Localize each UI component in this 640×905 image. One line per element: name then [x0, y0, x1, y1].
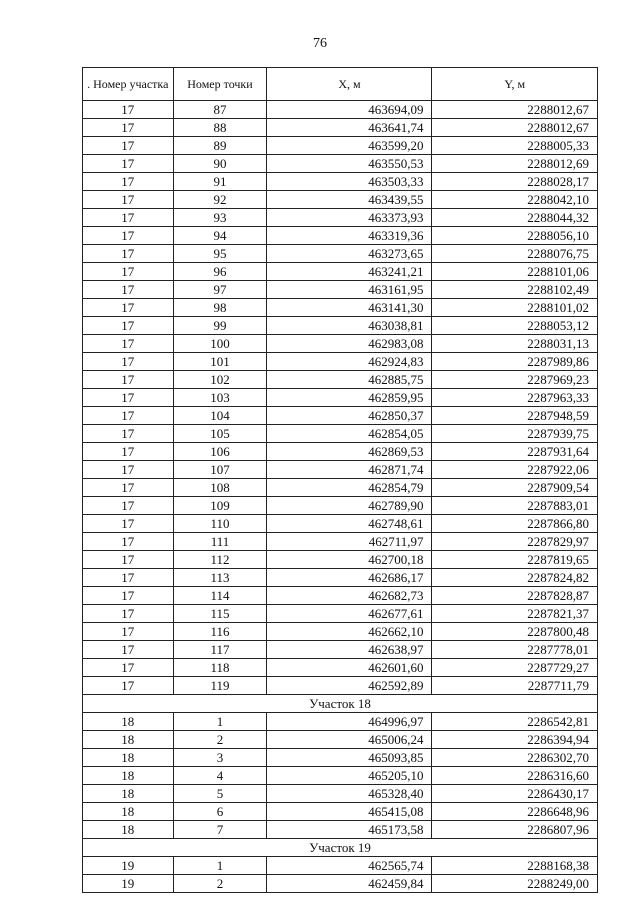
point-number-cell: 102	[173, 371, 267, 389]
point-number-cell: 4	[173, 767, 267, 785]
plot-number-cell: 17	[83, 659, 174, 677]
plot-number-cell: 17	[83, 173, 174, 191]
plot-number-cell: 18	[83, 785, 174, 803]
y-coordinate-cell: 2288101,06	[432, 263, 598, 281]
y-coordinate-cell: 2288012,67	[432, 119, 598, 137]
y-coordinate-cell: 2287931,64	[432, 443, 598, 461]
plot-number-cell: 18	[83, 749, 174, 767]
section-header-row	[83, 839, 598, 857]
y-coordinate-cell: 2287883,01	[432, 497, 598, 515]
plot-number-cell: 17	[83, 155, 174, 173]
x-coordinate-cell: 462748,61	[267, 515, 432, 533]
table-row	[83, 551, 598, 569]
table-row	[83, 119, 598, 137]
table-row	[83, 641, 598, 659]
x-coordinate-cell: 465173,58	[267, 821, 432, 839]
table-row	[83, 425, 598, 443]
y-coordinate-cell: 2287729,27	[432, 659, 598, 677]
table-row	[83, 713, 598, 731]
plot-number-cell: 17	[83, 551, 174, 569]
point-number-cell: 116	[173, 623, 267, 641]
point-number-cell: 109	[173, 497, 267, 515]
x-coordinate-cell: 462565,74	[267, 857, 432, 875]
table-row	[83, 407, 598, 425]
plot-number-cell: 17	[83, 497, 174, 515]
table-row	[83, 731, 598, 749]
x-coordinate-cell: 462601,60	[267, 659, 432, 677]
x-coordinate-cell: 462871,74	[267, 461, 432, 479]
table-row	[83, 515, 598, 533]
plot-number-cell: 17	[83, 605, 174, 623]
y-coordinate-cell: 2287829,97	[432, 533, 598, 551]
x-coordinate-cell: 463373,93	[267, 209, 432, 227]
table-row	[83, 605, 598, 623]
y-coordinate-cell: 2287922,06	[432, 461, 598, 479]
y-coordinate-cell: 2288076,75	[432, 245, 598, 263]
x-coordinate-cell: 463550,53	[267, 155, 432, 173]
table-row	[83, 173, 598, 191]
point-number-cell: 115	[173, 605, 267, 623]
section-header-row	[83, 695, 598, 713]
header-point-number: Номер точки	[173, 68, 267, 101]
plot-number-cell: 18	[83, 821, 174, 839]
point-number-cell: 95	[173, 245, 267, 263]
y-coordinate-cell: 2286394,94	[432, 731, 598, 749]
plot-number-cell: 17	[83, 515, 174, 533]
x-coordinate-cell: 462677,61	[267, 605, 432, 623]
x-coordinate-cell: 462885,75	[267, 371, 432, 389]
y-coordinate-cell: 2288053,12	[432, 317, 598, 335]
plot-number-cell: 17	[83, 137, 174, 155]
plot-number-cell: 17	[83, 317, 174, 335]
y-coordinate-cell: 2287939,75	[432, 425, 598, 443]
point-number-cell: 104	[173, 407, 267, 425]
table-row	[83, 749, 598, 767]
x-coordinate-cell: 463273,65	[267, 245, 432, 263]
table-header-row	[83, 68, 598, 101]
point-number-cell: 98	[173, 299, 267, 317]
plot-number-cell: 17	[83, 263, 174, 281]
point-number-cell: 101	[173, 353, 267, 371]
y-coordinate-cell: 2287866,80	[432, 515, 598, 533]
table-row	[83, 821, 598, 839]
y-coordinate-cell: 2287821,37	[432, 605, 598, 623]
table-row	[83, 245, 598, 263]
table-row	[83, 857, 598, 875]
y-coordinate-cell: 2287963,33	[432, 389, 598, 407]
point-number-cell: 99	[173, 317, 267, 335]
plot-number-cell: 17	[83, 587, 174, 605]
x-coordinate-cell: 463038,81	[267, 317, 432, 335]
x-coordinate-cell: 463641,74	[267, 119, 432, 137]
point-number-cell: 1	[173, 857, 267, 875]
y-coordinate-cell: 2288012,67	[432, 101, 598, 119]
point-number-cell: 2	[173, 875, 267, 893]
point-number-cell: 97	[173, 281, 267, 299]
point-number-cell: 108	[173, 479, 267, 497]
table-row	[83, 587, 598, 605]
y-coordinate-cell: 2288249,00	[432, 875, 598, 893]
point-number-cell: 2	[173, 731, 267, 749]
point-number-cell: 94	[173, 227, 267, 245]
point-number-cell: 89	[173, 137, 267, 155]
plot-number-cell: 17	[83, 245, 174, 263]
x-coordinate-cell: 463319,36	[267, 227, 432, 245]
x-coordinate-cell: 462859,95	[267, 389, 432, 407]
plot-number-cell: 17	[83, 119, 174, 137]
plot-number-cell: 17	[83, 353, 174, 371]
plot-number-cell: 17	[83, 191, 174, 209]
x-coordinate-cell: 465415,08	[267, 803, 432, 821]
section-title: Участок 19	[83, 839, 598, 857]
x-coordinate-cell: 463503,33	[267, 173, 432, 191]
table-row	[83, 623, 598, 641]
point-number-cell: 5	[173, 785, 267, 803]
x-coordinate-cell: 465328,40	[267, 785, 432, 803]
plot-number-cell: 17	[83, 335, 174, 353]
table-row	[83, 533, 598, 551]
y-coordinate-cell: 2287711,79	[432, 677, 598, 695]
y-coordinate-cell: 2287969,23	[432, 371, 598, 389]
x-coordinate-cell: 462638,97	[267, 641, 432, 659]
x-coordinate-cell: 462686,17	[267, 569, 432, 587]
table-row	[83, 191, 598, 209]
plot-number-cell: 17	[83, 677, 174, 695]
point-number-cell: 3	[173, 749, 267, 767]
point-number-cell: 91	[173, 173, 267, 191]
table-row	[83, 767, 598, 785]
plot-number-cell: 17	[83, 569, 174, 587]
table-row	[83, 497, 598, 515]
plot-number-cell: 17	[83, 227, 174, 245]
table-row	[83, 785, 598, 803]
table-row	[83, 443, 598, 461]
x-coordinate-cell: 463439,55	[267, 191, 432, 209]
y-coordinate-cell: 2288168,38	[432, 857, 598, 875]
point-number-cell: 105	[173, 425, 267, 443]
point-number-cell: 114	[173, 587, 267, 605]
plot-number-cell: 17	[83, 641, 174, 659]
x-coordinate-cell: 462869,53	[267, 443, 432, 461]
table-row	[83, 227, 598, 245]
point-number-cell: 113	[173, 569, 267, 587]
x-coordinate-cell: 463161,95	[267, 281, 432, 299]
plot-number-cell: 18	[83, 767, 174, 785]
table-row	[83, 659, 598, 677]
table-row	[83, 803, 598, 821]
plot-number-cell: 17	[83, 443, 174, 461]
plot-number-cell: 17	[83, 407, 174, 425]
plot-number-cell: 18	[83, 803, 174, 821]
table-row	[83, 335, 598, 353]
plot-number-cell: 17	[83, 209, 174, 227]
y-coordinate-cell: 2288044,32	[432, 209, 598, 227]
y-coordinate-cell: 2288042,10	[432, 191, 598, 209]
header-plot-number: . Номер участка	[83, 68, 174, 101]
point-number-cell: 96	[173, 263, 267, 281]
point-number-cell: 111	[173, 533, 267, 551]
table-row	[83, 263, 598, 281]
point-number-cell: 88	[173, 119, 267, 137]
plot-number-cell: 18	[83, 713, 174, 731]
header-x: X, м	[267, 68, 432, 101]
x-coordinate-cell: 462850,37	[267, 407, 432, 425]
y-coordinate-cell: 2286316,60	[432, 767, 598, 785]
page-number: 76	[313, 36, 327, 51]
y-coordinate-cell: 2288101,02	[432, 299, 598, 317]
table-row	[83, 875, 598, 893]
table-row	[83, 209, 598, 227]
y-coordinate-cell: 2287778,01	[432, 641, 598, 659]
plot-number-cell: 17	[83, 479, 174, 497]
point-number-cell: 106	[173, 443, 267, 461]
point-number-cell: 103	[173, 389, 267, 407]
point-number-cell: 117	[173, 641, 267, 659]
point-number-cell: 112	[173, 551, 267, 569]
y-coordinate-cell: 2286430,17	[432, 785, 598, 803]
x-coordinate-cell: 462789,90	[267, 497, 432, 515]
plot-number-cell: 18	[83, 731, 174, 749]
y-coordinate-cell: 2286542,81	[432, 713, 598, 731]
y-coordinate-cell: 2287800,48	[432, 623, 598, 641]
plot-number-cell: 17	[83, 425, 174, 443]
y-coordinate-cell: 2287824,82	[432, 569, 598, 587]
table-row	[83, 353, 598, 371]
y-coordinate-cell: 2286648,96	[432, 803, 598, 821]
x-coordinate-cell: 465093,85	[267, 749, 432, 767]
y-coordinate-cell: 2287989,86	[432, 353, 598, 371]
x-coordinate-cell: 464996,97	[267, 713, 432, 731]
y-coordinate-cell: 2287948,59	[432, 407, 598, 425]
plot-number-cell: 19	[83, 857, 174, 875]
table-row	[83, 137, 598, 155]
x-coordinate-cell: 463694,09	[267, 101, 432, 119]
table-row	[83, 677, 598, 695]
table-row	[83, 389, 598, 407]
plot-number-cell: 17	[83, 389, 174, 407]
point-number-cell: 1	[173, 713, 267, 731]
point-number-cell: 6	[173, 803, 267, 821]
x-coordinate-cell: 462459,84	[267, 875, 432, 893]
x-coordinate-cell: 462924,83	[267, 353, 432, 371]
y-coordinate-cell: 2288031,13	[432, 335, 598, 353]
point-number-cell: 119	[173, 677, 267, 695]
x-coordinate-cell: 463241,21	[267, 263, 432, 281]
point-number-cell: 107	[173, 461, 267, 479]
x-coordinate-cell: 463599,20	[267, 137, 432, 155]
y-coordinate-cell: 2286807,96	[432, 821, 598, 839]
table-row	[83, 281, 598, 299]
table-row	[83, 101, 598, 119]
point-number-cell: 100	[173, 335, 267, 353]
y-coordinate-cell: 2287909,54	[432, 479, 598, 497]
plot-number-cell: 17	[83, 371, 174, 389]
coordinates-table	[82, 67, 598, 893]
x-coordinate-cell: 462711,97	[267, 533, 432, 551]
plot-number-cell: 17	[83, 461, 174, 479]
x-coordinate-cell: 465205,10	[267, 767, 432, 785]
y-coordinate-cell: 2288012,69	[432, 155, 598, 173]
plot-number-cell: 17	[83, 533, 174, 551]
table-row	[83, 299, 598, 317]
table-body	[83, 101, 598, 893]
table-row	[83, 371, 598, 389]
plot-number-cell: 17	[83, 299, 174, 317]
x-coordinate-cell: 462854,79	[267, 479, 432, 497]
table-row	[83, 155, 598, 173]
point-number-cell: 90	[173, 155, 267, 173]
table-row	[83, 479, 598, 497]
y-coordinate-cell: 2288005,33	[432, 137, 598, 155]
point-number-cell: 87	[173, 101, 267, 119]
x-coordinate-cell: 465006,24	[267, 731, 432, 749]
x-coordinate-cell: 462592,89	[267, 677, 432, 695]
y-coordinate-cell: 2288056,10	[432, 227, 598, 245]
x-coordinate-cell: 462854,05	[267, 425, 432, 443]
table-row	[83, 569, 598, 587]
y-coordinate-cell: 2287828,87	[432, 587, 598, 605]
header-y: Y, м	[432, 68, 598, 101]
point-number-cell: 110	[173, 515, 267, 533]
plot-number-cell: 19	[83, 875, 174, 893]
x-coordinate-cell: 462700,18	[267, 551, 432, 569]
x-coordinate-cell: 462682,73	[267, 587, 432, 605]
y-coordinate-cell: 2287819,65	[432, 551, 598, 569]
point-number-cell: 92	[173, 191, 267, 209]
x-coordinate-cell: 462983,08	[267, 335, 432, 353]
section-title: Участок 18	[83, 695, 598, 713]
x-coordinate-cell: 463141,30	[267, 299, 432, 317]
y-coordinate-cell: 2286302,70	[432, 749, 598, 767]
plot-number-cell: 17	[83, 281, 174, 299]
point-number-cell: 118	[173, 659, 267, 677]
y-coordinate-cell: 2288028,17	[432, 173, 598, 191]
plot-number-cell: 17	[83, 623, 174, 641]
table-row	[83, 317, 598, 335]
point-number-cell: 7	[173, 821, 267, 839]
table-row	[83, 461, 598, 479]
point-number-cell: 93	[173, 209, 267, 227]
y-coordinate-cell: 2288102,49	[432, 281, 598, 299]
x-coordinate-cell: 462662,10	[267, 623, 432, 641]
plot-number-cell: 17	[83, 101, 174, 119]
